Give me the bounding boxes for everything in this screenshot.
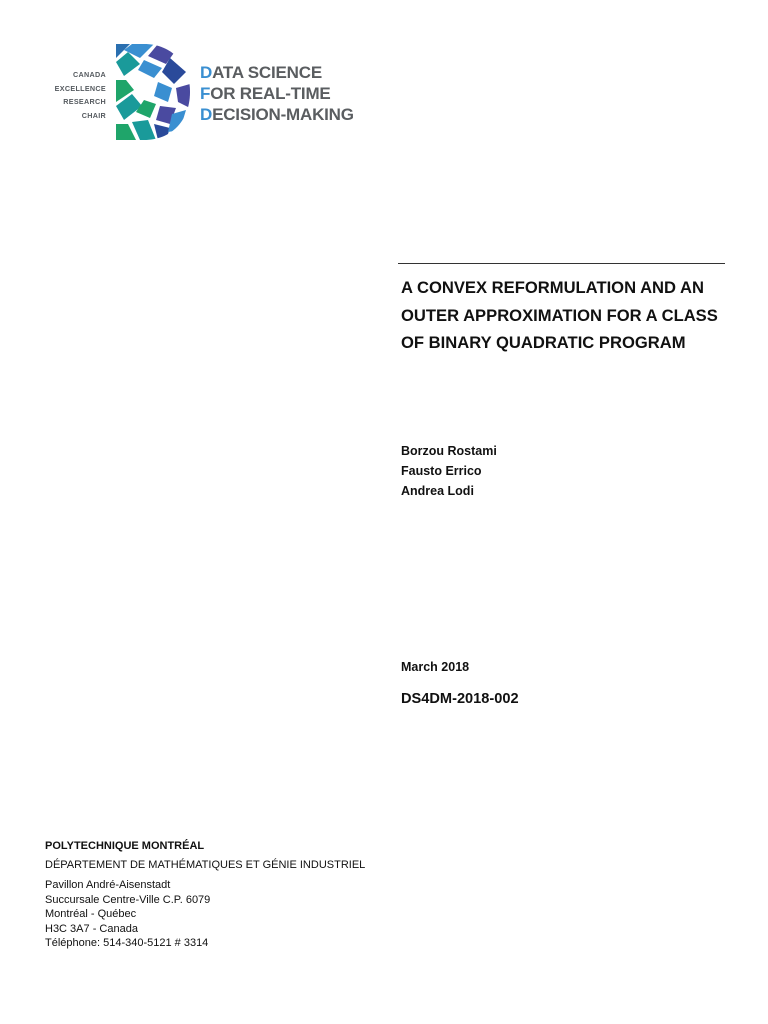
- ds4dm-logo-icon: [114, 44, 190, 140]
- logo-title: [200, 62, 354, 125]
- author-name: Fausto Errico: [401, 464, 482, 478]
- title-divider: [398, 263, 725, 264]
- title-line: OUTER APPROXIMATION FOR A CLASS: [401, 305, 718, 325]
- logo-title-line: [200, 62, 354, 83]
- logo-initial: D: [200, 105, 213, 124]
- chair-line: CHAIR: [81, 110, 106, 120]
- chair-label: [40, 68, 106, 122]
- chair-line: RESEARCH: [63, 97, 106, 106]
- institution-name: POLYTECHNIQUE MONTRÉAL: [45, 840, 205, 852]
- department-name: DÉPARTEMENT DE MATHÉMATIQUES ET GÉNIE INDUSTRIEL: [45, 859, 366, 871]
- logo-word: ATA SCIENCE: [212, 63, 322, 82]
- address-line: H3C 3A7 - Canada: [45, 922, 138, 935]
- title-line: OF BINARY QUADRATIC PROGRAM: [401, 333, 686, 352]
- logo-initial: D: [200, 63, 213, 82]
- author-list: [401, 441, 497, 501]
- author-name: Andrea Lodi: [401, 484, 474, 498]
- address-line: Montréal - Québec: [45, 908, 137, 920]
- logo-initial: F: [200, 84, 211, 103]
- logo-word: ECISION-MAKING: [212, 105, 354, 124]
- logo-word: OR REAL-TIME: [210, 84, 331, 103]
- address-line: Téléphone: 514-340-5121 # 3314: [45, 937, 209, 949]
- logo-title-line: [200, 83, 354, 104]
- publication-date: March 2018: [401, 660, 470, 674]
- title-line: A CONVEX REFORMULATION AND AN: [401, 278, 704, 297]
- chair-line: CANADA: [73, 70, 106, 79]
- chair-line: EXCELLENCE: [54, 83, 106, 93]
- logo-title-line: [200, 104, 354, 125]
- author-name: Borzou Rostami: [401, 444, 497, 458]
- document-title: [401, 274, 741, 357]
- report-number: DS4DM-2018-002: [401, 691, 519, 707]
- address-line: Succursale Centre-Ville C.P. 6079: [45, 893, 211, 906]
- postal-address: [45, 878, 210, 951]
- address-line: Pavillon André-Aisenstadt: [45, 879, 171, 891]
